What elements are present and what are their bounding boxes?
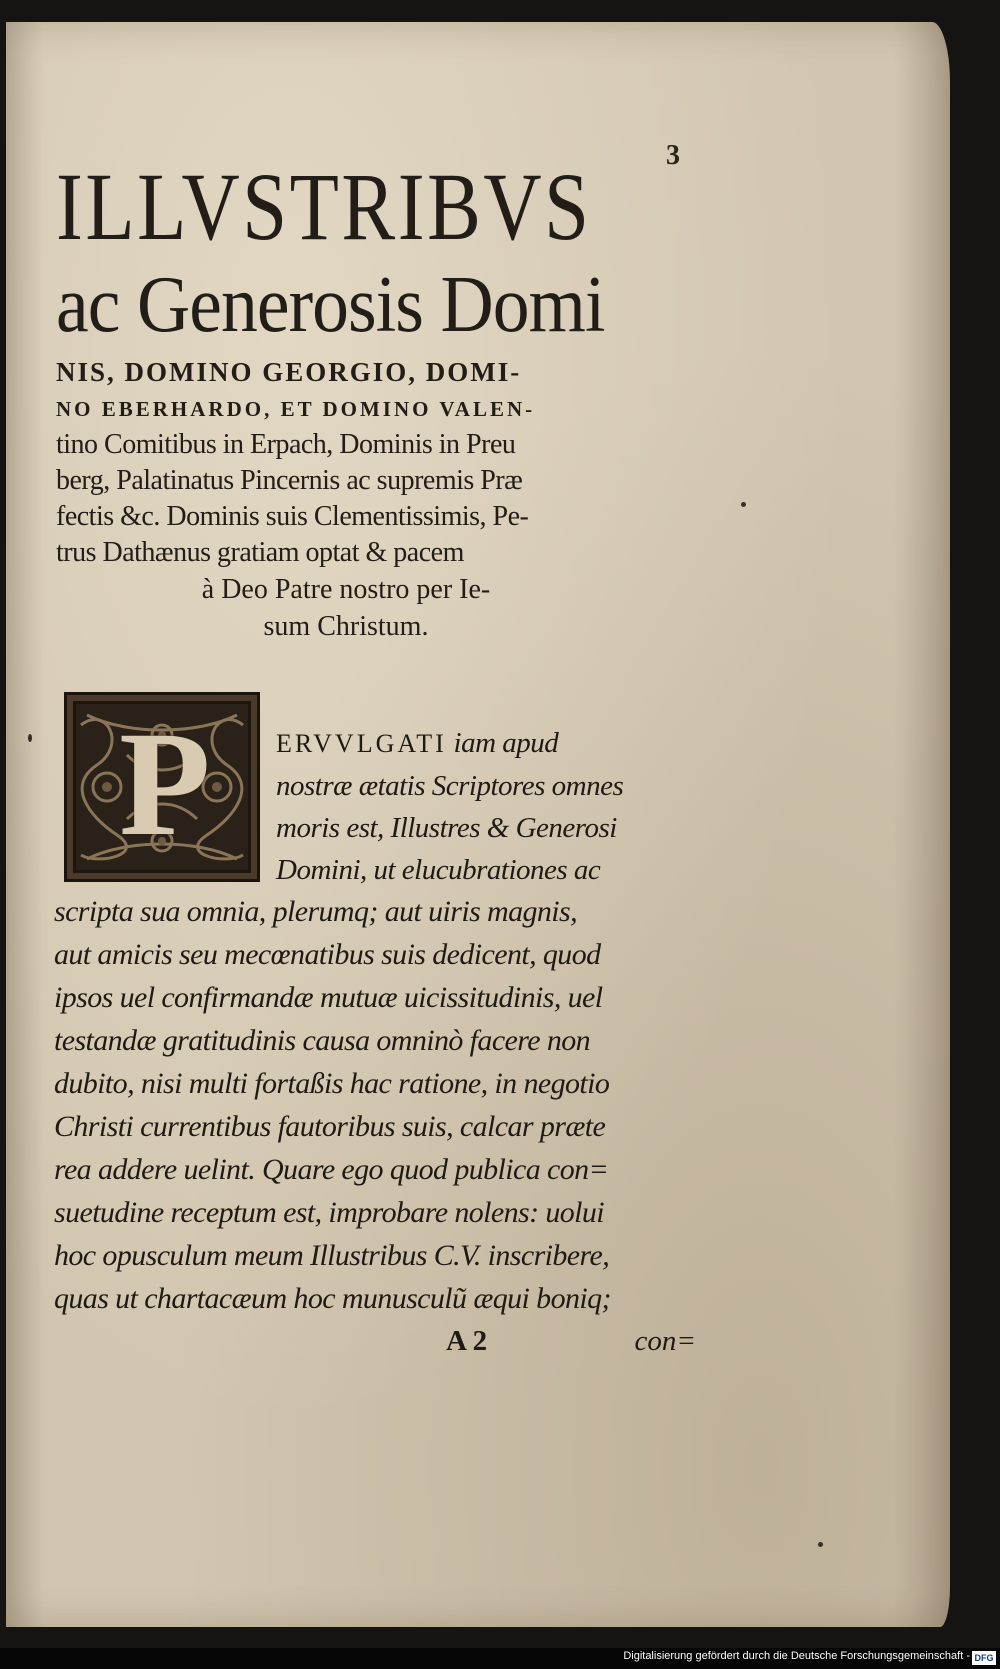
funding-credit: Digitalisierung gefördert durch die Deutsche Forschungsgemeinschaft - xyxy=(623,1650,970,1662)
ink-speck xyxy=(741,502,746,507)
opening-line xyxy=(276,722,696,765)
beside-initial-line-2: moris est, Illustres & Generosi xyxy=(276,812,617,844)
initial-letter: P xyxy=(119,701,211,867)
body-line-10: quas ut chartacæum hoc munusculũ æqui boniq; xyxy=(54,1282,611,1315)
body-line-5: dubito, nisi multi fortaßis hac ratione, in negotio xyxy=(54,1067,610,1100)
beside-initial-line-3: Domini, ut elucubrationes ac xyxy=(276,854,601,886)
centered-line-2: sum Christum. xyxy=(263,611,429,642)
opening-word: ERVVLGATI xyxy=(276,729,447,758)
body-line-2: aut amicis seu mecœnatibus suis dedicent, quod xyxy=(54,938,601,971)
caps-line-1: NIS, DOMINO GEORGIO, DOMI- xyxy=(56,357,522,387)
opening-rest: iam apud xyxy=(453,727,559,759)
body-line-8: suetudine receptum est, improbare nolens: uolui xyxy=(54,1196,605,1229)
body-line-9: hoc opusculum meum Illustribus C.V. inscribere, xyxy=(54,1239,610,1272)
ink-speck xyxy=(818,1542,823,1547)
dfg-logo-icon: DFG xyxy=(972,1651,996,1665)
title-line-1: ILLVSTRIBVS xyxy=(56,153,592,260)
body-line-1: scripta sua omnia, plerumq; aut uiris magnis, xyxy=(54,895,578,928)
decorated-initial xyxy=(64,692,260,882)
opening-text xyxy=(276,722,696,891)
body-line-4: testandæ gratitudinis causa omninò facere non xyxy=(54,1024,591,1057)
folio-number: 3 xyxy=(666,140,680,171)
ink-speck xyxy=(28,734,32,742)
signature-row xyxy=(446,1325,696,1365)
dedication-heading xyxy=(56,153,696,645)
catchword: con= xyxy=(634,1325,696,1357)
address-line-4: trus Dathænus gratiam optat & pacem xyxy=(56,537,464,568)
body-line-3: ipsos uel confirmandæ mutuæ uicissitudinis, uel xyxy=(54,981,603,1014)
address-line-1: tino Comitibus in Erpach, Dominis in Preu xyxy=(56,429,516,460)
body-line-6: Christi currentibus fautoribus suis, calcar præte xyxy=(54,1110,606,1143)
signature-mark: A 2 xyxy=(446,1325,488,1357)
body-text xyxy=(54,890,694,1320)
title-line-2: ac Generosis Domi xyxy=(56,261,605,349)
address-line-3: fectis &c. Dominis suis Clementissimis, Pe- xyxy=(56,501,529,532)
centered-line-1: à Deo Patre nostro per Ie- xyxy=(201,574,491,605)
footer-bar xyxy=(0,1648,1000,1669)
book-page xyxy=(6,22,950,1627)
body-line-7: rea addere uelint. Quare ego quod publica con= xyxy=(54,1153,609,1186)
address-line-2: berg, Palatinatus Pincernis ac supremis Præ xyxy=(56,465,523,496)
beside-initial-line-1: nostræ ætatis Scriptores omnes xyxy=(276,770,624,802)
caps-line-2: NO EBERHARDO, ET DOMINO VALEN- xyxy=(56,397,536,421)
